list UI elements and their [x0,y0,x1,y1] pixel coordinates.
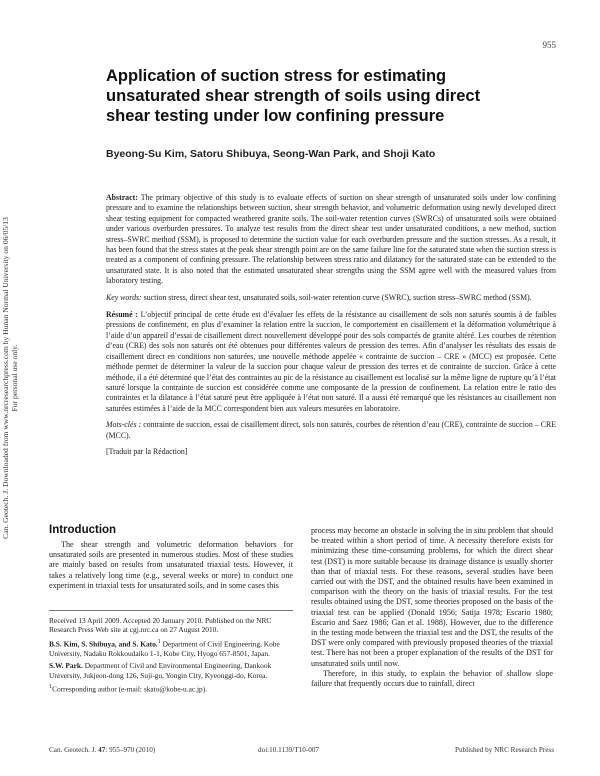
author-list: Byeong-Su Kim, Satoru Shibuya, Seong-Wan Park, and Shoji Kato [106,148,436,160]
abstract-label: Abstract: [106,193,138,202]
affiliation-1-names: B.S. Kim, S. Shibuya, and S. Kato. [49,639,158,649]
article-title: Application of suction stress for estimating unsaturated shear strength of soils using direct shear testing under low confining pressure [106,67,481,125]
intro-paragraph-1: The shear strength and volumetric deformation behaviors for unsaturated soils are presented in numerous studies. Most of these studies are mainly based on results from unsaturated triaxial tests. However, it takes a relatively long time (e.g., several weeks or more) to conduct one experiment in triaxial tests for unsaturated soils, and in some cases this [49,540,293,590]
affiliation-2-text: Department of Civil and Environmental Engineering, Dankook University, Jukjeon-dong 126, Suji-gu, Yongin City, Kyeonggi-do, Korea. [49,661,272,680]
affiliation-2-names: S.W. Park. [49,661,83,671]
left-column [49,540,293,591]
right-column [311,526,553,689]
keywords-paragraph [106,293,556,303]
affiliation-1-marker: 1 [157,638,161,645]
abstract-paragraph [106,193,556,287]
intro-paragraph-2: process may become an obstacle in solving the in situ problem that should be treated within a short period of time. A necessity therefore exists for minimizing these time-consuming problems, for which the direct shear test (DST) is more suitable because its drainage distance is usually shorter than that of triaxial tests. For these reasons, several studies have been carried out with the DST, and the obtained results have been examined in comparison with the theory on the basis of triaxial results. For the test results obtained using the DST, some theories proposed on the basis of the triaxial test can be applied (Donald 1956; Satija 1978; Escario 1980; Escario and Saez 1986; Gan et al. 1988). However, due to the difference in the testing mode between the triaxial test and the DST, the results of the DST were only compared with previously proposed theories of the triaxial test. There has not been a proper explanation of the results of the DST for unsaturated soils until now. [311,526,553,668]
affiliation-2 [49,661,293,680]
footer-journal: Can. Geotech. J. [49,746,97,754]
keywords-text: suction stress, direct shear test, unsaturated soils, soil-water retention curve (SWRC), suction stress–SWRC method (SSM). [143,292,532,302]
resume-text: L’objectif principal de cette étude est d’évaluer les effets de la résistance au cisaillement de sols non saturés soumis à de faibles pressions de confinement, en plus d’examiner la relation entre la succion, le comportement en cisaillement et la déformation volumétrique à l’aide d’un appareil d’essai de cisaillement direct nouvellement développé pour des sols compactés de granite altéré. Les courbes de rétention d’eau (CRE) des sols non saturés ont été obtenues pour différentes valeurs de pression des terres. Afin d’analyser les résultats des essais de cisaillement direct en conditions non saturées, une nouvelle méthode appelée « contrainte de succion – CRE » (MCC) est proposée. Cette méthode permet de déterminer la valeur de la succion pour chaque valeur de pression des terres et de contrainte de succion. Grâce à cette méthode, il a été déterminé que l’état des contraintes au pic de la résistance au cisaillement est localisé sur la même ligne de rupture qu’à l’état saturé lorsque la contrainte de succion est considérée comme une composante de la pression de confinement. La relation entre le ratio des contraintes et la dilatance à l’état saturé peut être appliquée à l’état non saturé. Il a aussi été remarqué que les résistances au cisaillement non saturées estimées à l’aide de la MCC correspondent bien aux valeurs mesurées en laboratoire. [106,310,557,413]
article-footnote [49,610,293,697]
page-number: 955 [542,40,556,50]
motscles-paragraph [106,420,556,441]
sidebar-text [1,217,19,539]
resume-paragraph [106,310,556,414]
resume-label: Résumé : [106,310,138,320]
download-sidebar-note [2,148,18,608]
footer-doi: doi:10.1139/T10-007 [258,746,320,754]
sidebar-line-1: Can. Geotech. J. Downloaded from www.nrcresearchpress.com by Hunan Normal University on 06/05/13 [1,217,10,539]
footer-citation [49,746,155,754]
motscles-label: Mots-clés : [106,420,142,430]
affiliation-1-text: Department of Civil Engineering, Kobe University, Nadaku Rokkoudaiko 1-1, Kobe City, Hyogo 657-8501, Japan. [49,639,280,658]
footer-volume: 47 [98,746,106,754]
motscles-text: contrainte de succion, essai de cisaillement direct, sols non saturés, courbes de rétention d’eau (CRE), contrainte de succion – CRE (MCC). [106,420,556,440]
corresponding-marker: 1 [49,683,53,690]
footer-publisher: Published by NRC Research Press [454,746,554,754]
affiliation-1 [49,638,293,658]
corresponding-author [49,683,293,694]
keywords-label: Key words: [106,292,142,302]
abstract-block [106,193,556,457]
corresponding-text: Corresponding author (e-mail: skato@kobe-u.ac.jp). [52,684,208,694]
footer-pages: : 955–970 (2010) [105,746,156,754]
introduction-heading: Introduction [49,524,117,536]
intro-paragraph-3: Therefore, in this study, to explain the behavior of shallow slope failure that frequently occurs due to rainfall, direct [311,668,553,689]
sidebar-line-2: For personal use only. [10,344,19,412]
received-note: Received 13 April 2009. Accepted 20 January 2010. Published on the NRC Research Press Web site at cgj.nrc.ca on 27 August 2010. [49,616,272,635]
abstract-text: The primary objective of this study is to evaluate effects of suction on shear strength of unsaturated soils under low confining pressure and to examine the relationships between suction, shear strength behavior, and volumetric deformation using newly developed direct shear testing equipment for compacted weathered granite soils. The soil-water retention curves (SWRCs) of unsaturated soils were obtained under various overburden pressures. To analyze test results from the direct shear test under unsaturated conditions, a new method, suction stress–SWRC method (SSM), is proposed to determine the suction value for each overburden pressure and the suction stresses. As a result, it has been found that the stress states at the peak shear strength point are on the same failure line for the saturated state when the suction stress is treated as a component of confining pressure. The relationship between stress ratio and dilatancy for the saturated state can be extended to the unsaturated state. It is also noted that the estimated unsaturated shear strengths using the SSM agree well with the measured values from laboratory testing. [106,193,556,286]
translation-note: [Traduit par la Rédaction] [106,446,188,456]
